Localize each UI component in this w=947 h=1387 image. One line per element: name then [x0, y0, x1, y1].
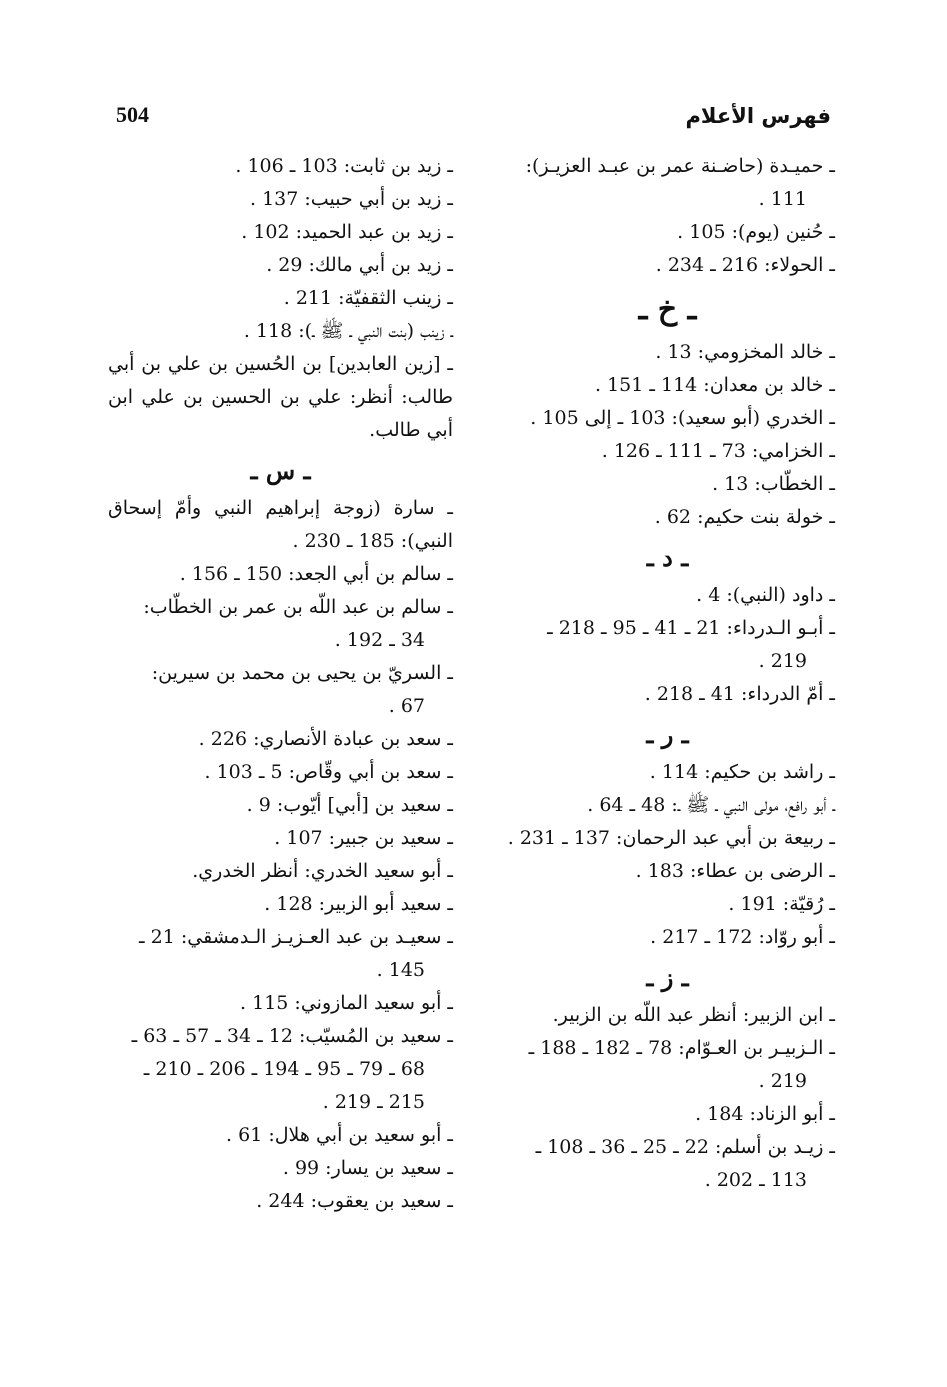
index-entry-text: ـ سعد بن أبي وقّاص: 5 ـ 103 . [204, 761, 453, 783]
index-entry [500, 435, 835, 468]
index-entry-continuation: 67 . [388, 695, 425, 717]
index-entry-text: ـ الحولاء: 216 ـ 234 . [655, 254, 835, 276]
index-entry-text: ـ سعيد بن يسار: 99 . [282, 1157, 453, 1179]
index-entry [108, 1020, 453, 1119]
index-entry-text: ـ سعيد أبو الزبير: 128 . [264, 893, 453, 915]
index-entry [500, 369, 835, 402]
page-header-title: فهرس الأعلام [685, 104, 831, 128]
section-letter-heading: ـ خ ـ [638, 292, 697, 327]
index-entry-text: ـ أبـو الـدرداء: 21 ـ 41 ـ 95 ـ 218 ـ [547, 617, 835, 639]
index-entry-text: ـ سالم بن أبي الجعد: 150 ـ 156 . [179, 563, 453, 585]
index-entry-continuation: 111 . [758, 188, 807, 210]
index-column-right [500, 150, 835, 1197]
index-entry [108, 1185, 453, 1218]
page-number: 504 [116, 102, 149, 127]
section-letter-heading: ـ ر ـ [646, 720, 689, 749]
index-entry [500, 678, 835, 711]
index-entry [108, 249, 453, 282]
index-entry [500, 999, 835, 1032]
index-entry [500, 1098, 835, 1131]
index-entry [500, 468, 835, 501]
index-entry [500, 612, 835, 678]
index-entry-text: ـ زيـد بن أسلم: 22 ـ 25 ـ 36 ـ 108 ـ [535, 1136, 835, 1158]
index-entry [500, 855, 835, 888]
index-entry [108, 789, 453, 822]
index-entry [500, 1032, 835, 1098]
index-entry-continuation: 34 ـ 192 . [334, 629, 425, 651]
index-column-left [108, 150, 453, 1218]
index-entry-text: ـ الـزبيـر بن العـوّام: 78 ـ 182 ـ 188 ـ [528, 1037, 835, 1059]
index-entry-text: ـ سعيد بن [أبي] أيّوب: 9 . [246, 794, 453, 816]
index-entry-text: ـ سالم بن عبد اللّه بن عمر بن الخطّاب: [143, 596, 453, 618]
index-entry [500, 336, 835, 369]
index-entry [108, 921, 453, 987]
index-entry-text: ـ سعيد بن جبير: 107 . [274, 827, 453, 849]
index-entry-continuation: 113 ـ 202 . [704, 1169, 807, 1191]
index-entry-continuation: 145 . [376, 959, 425, 981]
index-entry [500, 150, 835, 216]
index-entry [108, 657, 453, 723]
index-entry [500, 1131, 835, 1197]
index-entry [500, 789, 835, 822]
index-entry [108, 987, 453, 1020]
section-letter-heading: ـ ز ـ [646, 963, 689, 992]
index-entry-text: ـ خالد المخزومي: 13 . [655, 341, 835, 363]
index-entry-text: ـ خالد بن معدان: 114 ـ 151 . [594, 374, 835, 396]
index-entry-text: ـ حُنين (يوم): 105 . [677, 221, 835, 243]
index-entry-text: ـ أبو سعيد المازوني: 115 . [240, 992, 453, 1014]
index-entry [108, 888, 453, 921]
index-entry [108, 315, 453, 348]
index-entry [108, 216, 453, 249]
index-entry [500, 579, 835, 612]
index-entry [108, 591, 453, 657]
index-entry-continuation: 215 ـ 219 . [322, 1091, 425, 1113]
index-entry [108, 558, 453, 591]
index-entry-text: ـ حميـدة (حاضـنة عمر بن عبـد العزيـز): [525, 155, 835, 177]
index-entry [108, 822, 453, 855]
index-entry-text: ـ زيد بن أبي حبيب: 137 . [250, 188, 453, 210]
index-entry [108, 492, 453, 558]
index-entry [500, 888, 835, 921]
index-entry [500, 756, 835, 789]
index-entry-text: ـ الخطّاب: 13 . [712, 473, 835, 495]
index-entry [108, 1119, 453, 1152]
index-entry-text: ـ السريّ بن يحيى بن محمد بن سيرين: [151, 662, 453, 684]
index-entry-text: ـ أبو سعيد بن أبي هلال: 61 . [226, 1124, 453, 1146]
index-entry [108, 855, 453, 888]
index-entry [500, 249, 835, 282]
index-entry [108, 723, 453, 756]
index-entry [108, 282, 453, 315]
index-entry-text: ـ الخدري (أبو سعيد): 103 ـ إلى 105 . [530, 407, 835, 429]
index-entry-text: ـ أبو روّاد: 172 ـ 217 . [650, 926, 835, 948]
index-entry-text: ـ سارة (زوجة إبراهيم النبي وأمّ إسحاق النبي): 185 ـ 230 . [108, 497, 453, 552]
index-entry [108, 150, 453, 183]
index-entry [500, 402, 835, 435]
index-entry-text: ـ الرضى بن عطاء: 183 . [635, 860, 835, 882]
index-entry-text: ـ أمّ الدرداء: 41 ـ 218 . [644, 683, 835, 705]
index-entry [108, 183, 453, 216]
index-entry-text: ـ سعيـد بن عبد العـزيـز الـدمشقي: 21 ـ [139, 926, 453, 948]
index-entry-text: ـ الخزامي: 73 ـ 111 ـ 126 . [601, 440, 835, 462]
index-entry-text: ـ سعيد بن المُسيّب: 12 ـ 34 ـ 57 ـ 63 ـ [131, 1025, 453, 1047]
index-entry [500, 822, 835, 855]
index-entry-text: ـ راشد بن حكيم: 114 . [649, 761, 835, 783]
index-entry-text: ـ أبو رافع، مولى النبي ـ ﷺ ـ: 48 ـ 64 . [587, 794, 835, 816]
index-entry-text: ـ زينب الثقفيّة: 211 . [283, 287, 453, 309]
index-entry-text: ـ أبو الزناد: 184 . [695, 1103, 835, 1125]
index-entry-text: ـ زيد بن عبد الحميد: 102 . [241, 221, 453, 243]
index-entry-text: ـ زينب (بنت النبي ـ ﷺ ـ): 118 . [243, 320, 453, 342]
index-entry-text: ـ ابن الزبير: أنظر عبد اللّه بن الزبير. [552, 1004, 835, 1026]
index-entry [108, 1152, 453, 1185]
index-entry-text: ـ رُقيّة: 191 . [728, 893, 835, 915]
index-entry-text: ـ خولة بنت حكيم: 62 . [654, 506, 835, 528]
index-entry-text: ـ أبو سعيد الخدري: أنظر الخدري. [192, 860, 453, 882]
index-entry-text: ـ سعيد بن يعقوب: 244 . [256, 1190, 453, 1212]
section-letter-heading: ـ د ـ [646, 543, 689, 572]
index-entry [500, 921, 835, 954]
index-entry-text: ـ سعد بن عبادة الأنصاري: 226 . [198, 728, 453, 750]
index-entry-text: ـ زيد بن ثابت: 103 ـ 106 . [235, 155, 453, 177]
index-entry-text: ـ داود (النبي): 4 . [696, 584, 835, 606]
index-entry-text: ـ ربيعة بن أبي عبد الرحمان: 137 ـ 231 . [507, 827, 835, 849]
index-entry [500, 501, 835, 534]
index-entry-continuation: 219 . [758, 650, 807, 672]
index-entry [500, 216, 835, 249]
index-entry-text: ـ زيد بن أبي مالك: 29 . [266, 254, 453, 276]
index-entry-text: ـ [زين العابدين] بن الحُسين بن علي بن أبي طالب: أنظر: علي بن الحسين بن علي ابن أبي طالب. [108, 353, 453, 441]
index-entry [108, 756, 453, 789]
index-entry-continuation: 68 ـ 79 ـ 95 ـ 194 ـ 206 ـ 210 ـ [143, 1058, 425, 1080]
section-letter-heading: ـ س ـ [250, 456, 311, 485]
index-entry [108, 348, 453, 447]
index-entry-continuation: 219 . [758, 1070, 807, 1092]
